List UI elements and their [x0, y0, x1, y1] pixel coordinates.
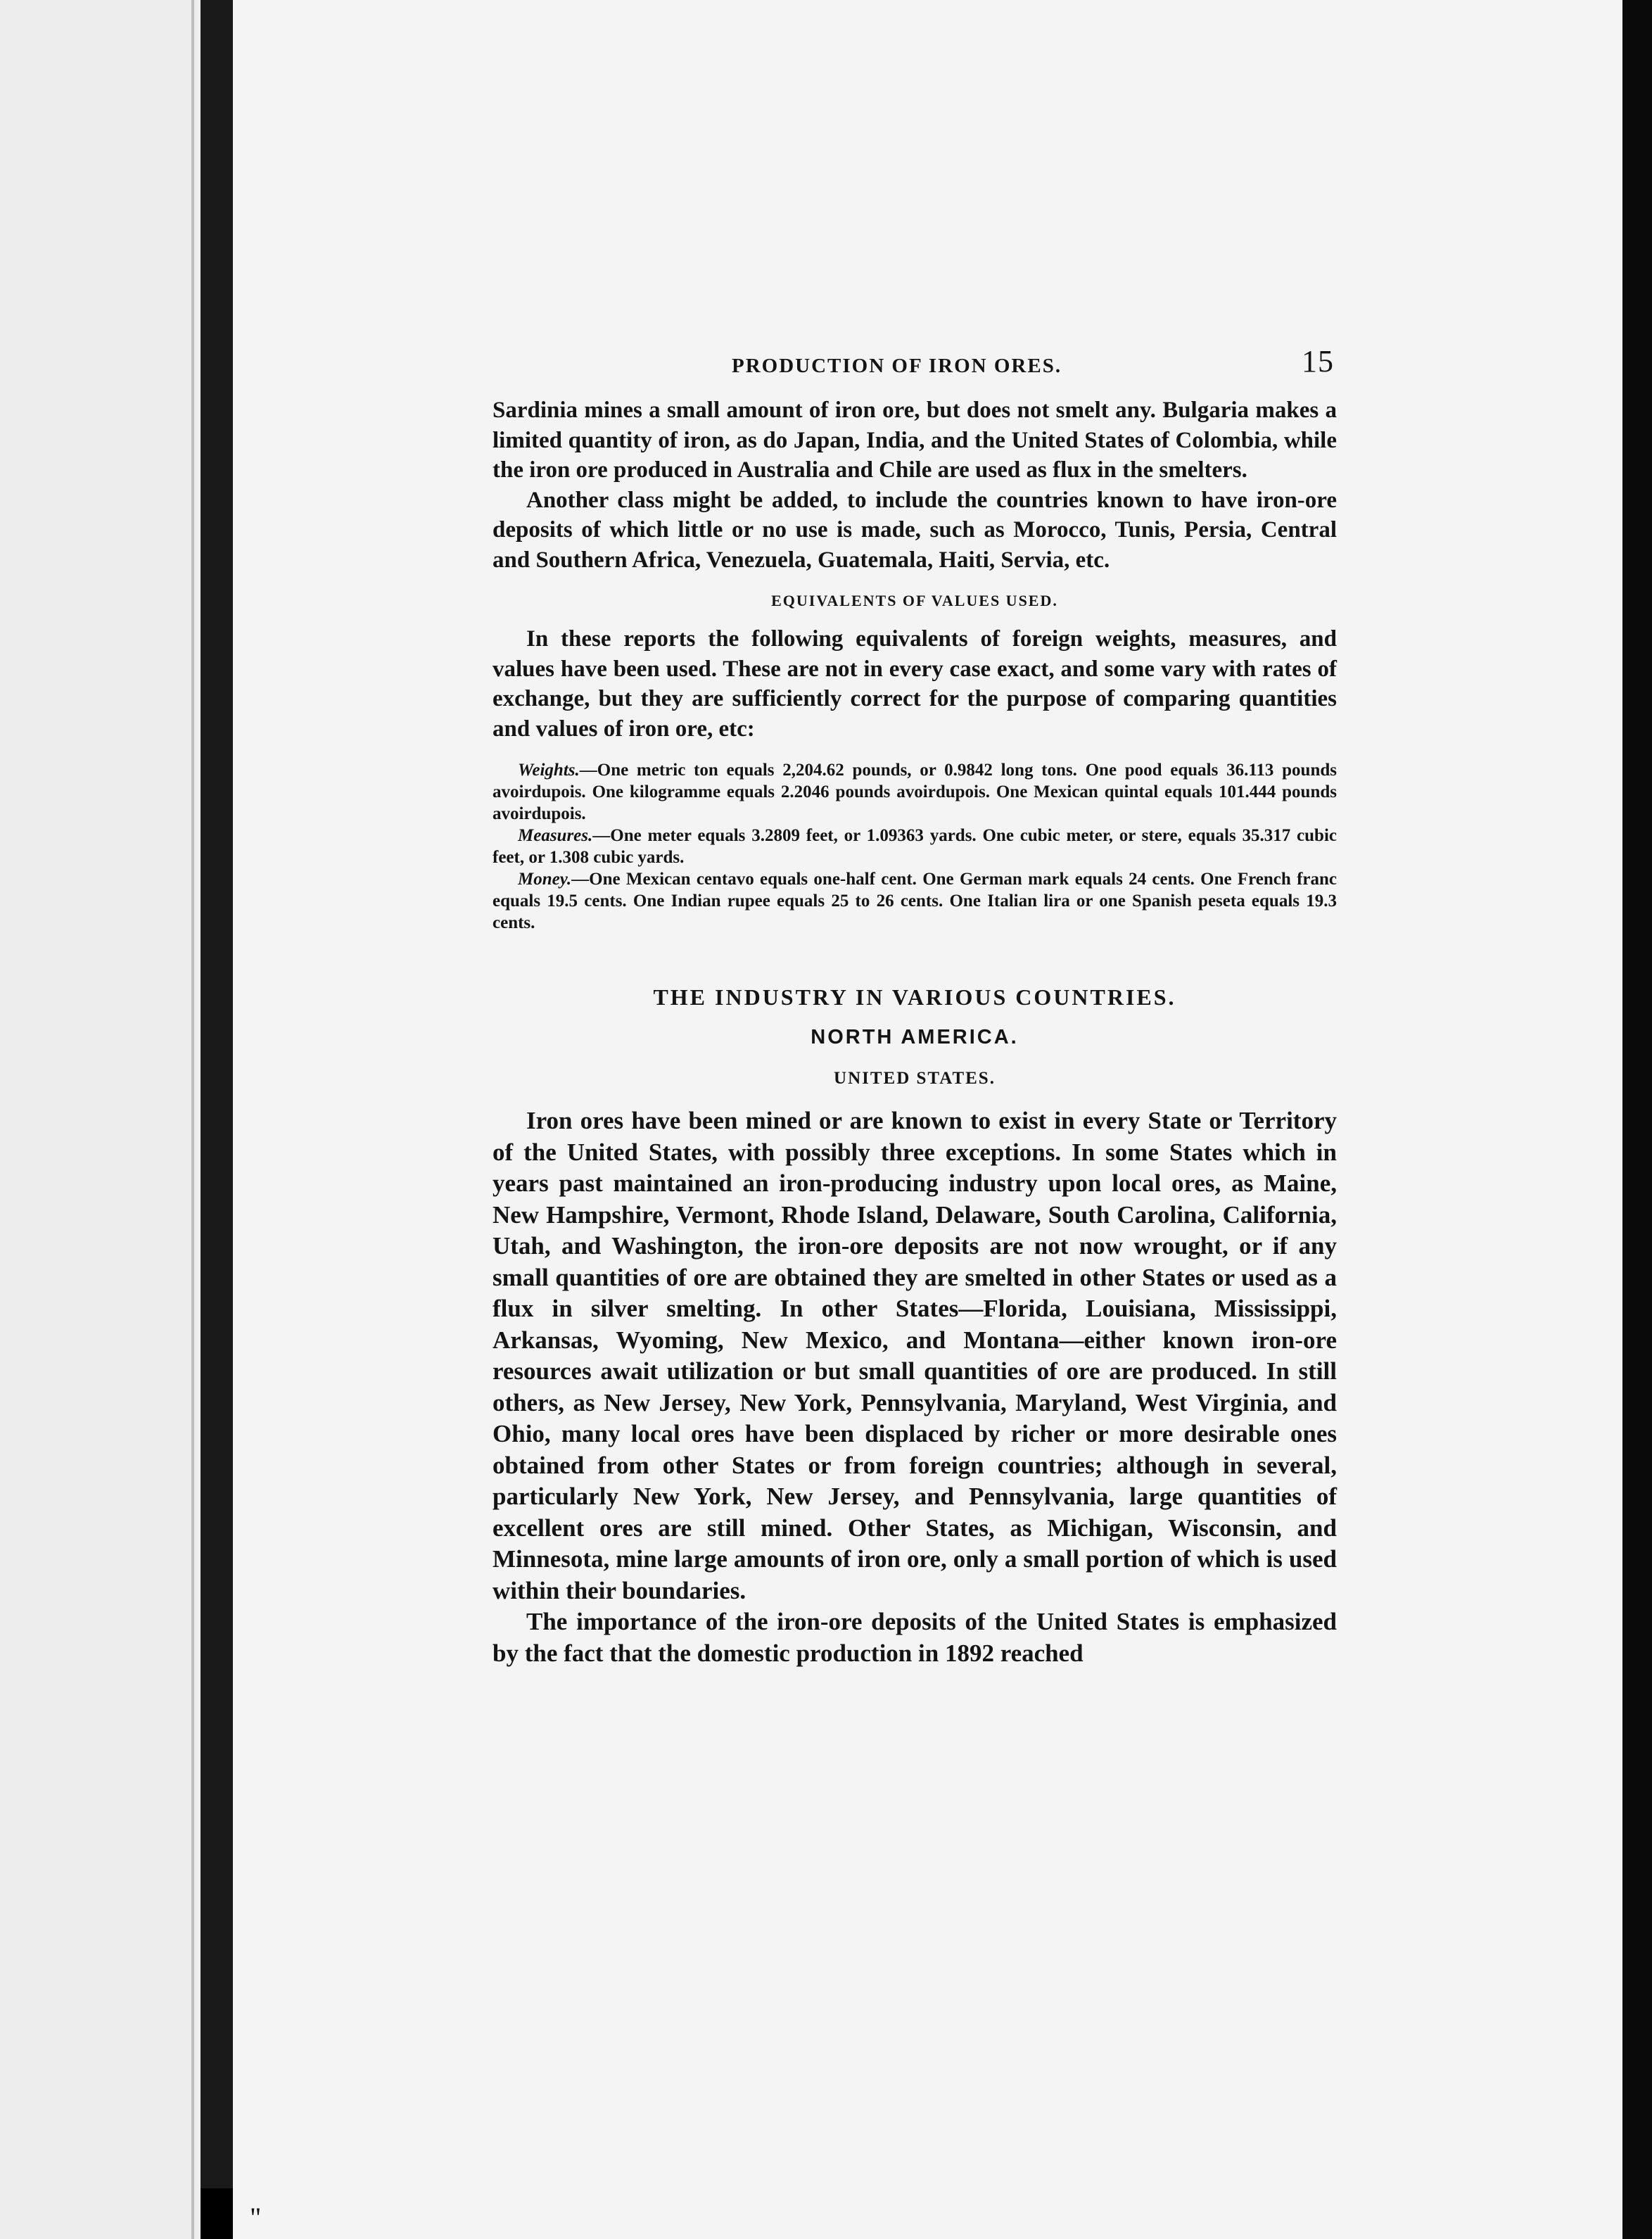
book-gutter: [201, 0, 233, 2188]
weights-text: —One metric ton equals 2,204.62 pounds, or 0.9842 long tons. One pood equals 36.113 pounds avoirdupois. One kilogramme equals 2.2046 pounds avoirdupois. One Mexican quintal equals 101.444 pounds avoirdupois.: [493, 761, 1337, 823]
industry-heading: THE INDUSTRY IN VARIOUS COUNTRIES.: [653, 984, 1176, 1010]
country-heading: UNITED STATES.: [834, 1069, 996, 1088]
weights-label: Weights.: [518, 761, 580, 780]
measures-note: [493, 825, 1337, 868]
measures-text: —One meter equals 3.2809 feet, or 1.09363 yards. One cubic meter, or stere, equals 35.317 cubic feet, or 1.308 cubic yards.: [493, 826, 1337, 867]
money-note: [493, 868, 1337, 934]
equivalents-notes: [493, 759, 1337, 934]
measures-label: Measures.: [518, 826, 593, 845]
money-text: —One Mexican centavo equals one-half cent. One German mark equals 24 cents. One French franc equals 19.5 cents. One Indian rupee equals 25 to 26 cents. One Italian lira or one Spanish peseta equals 19.3 cents.: [493, 870, 1337, 932]
intro-paragraph-1: Sardinia mines a small amount of iron ore, but does not smelt any. Bulgaria makes a limited quantity of iron, as do Japan, India, and the United States of Colombia, while the iron ore produced in Australia and Chile are used as flux in the smelters.: [493, 398, 1337, 483]
united-states-text: [493, 1105, 1337, 1669]
page-content: [493, 346, 1337, 1669]
equivalents-intro: In these reports the following equivalents of foreign weights, measures, and values have been used. These are not in every case exact, and some vary with rates of exchange, but they are sufficiently correct for the purpose of comparing quantities and values of iron ore, etc:: [493, 626, 1337, 742]
running-title: PRODUCTION OF IRON ORES.: [732, 355, 1062, 377]
margin-mark: ": [250, 2202, 262, 2233]
page-header: [493, 346, 1337, 384]
scan-border: [1622, 0, 1652, 2239]
facing-page-edge: [0, 0, 201, 2239]
money-label: Money.: [518, 870, 572, 889]
page-number: 15: [1302, 344, 1334, 379]
equivalents-heading: EQUIVALENTS OF VALUES USED.: [771, 592, 1058, 609]
facing-page-border: [191, 0, 194, 2239]
weights-note: [493, 759, 1337, 825]
intro-paragraph-2: Another class might be added, to include the countries known to have iron-ore deposits of which little or no use is made, such as Morocco, Tunis, Persia, Central and Southern Africa, Venezuela, Guatemala, Haiti, Servia, etc.: [493, 487, 1337, 573]
us-paragraph-1: Iron ores have been mined or are known to exist in every State or Territory of the United States, with possibly three exceptions. In some States which in years past maintained an iron-producing industry upon local ores, as Maine, New Hampshire, Vermont, Rhode Island, Delaware, South Carolina, California, Utah, and Washington, the iron-ore deposits are not now wrought, or if any small quantities of ore are obtained they are smelted in other States or used as a flux in silver smelting. In other States—Florida, Louisiana, Mississippi, Arkansas, Wyoming, New Mexico, and Montana—either known iron-ore resources await utilization or but small quantities of ore are produced. In still others, as New Jersey, New York, Pennsylvania, Maryland, West Virginia, and Ohio, many local ores have been displaced by richer or more desirable ones obtained from other States or from foreign countries; although in several, particularly New York, New Jersey, and Pennsylvania, large quantities of excellent ores are still mined. Other States, as Michigan, Wisconsin, and Minnesota, mine large amounts of iron ore, only a small portion of which is used within their boundaries.: [493, 1107, 1337, 1604]
continent-heading: NORTH AMERICA.: [811, 1026, 1019, 1048]
us-paragraph-2: The importance of the iron-ore deposits of the United States is emphasized by the fact that the domestic production in 1892 reached: [493, 1608, 1337, 1667]
